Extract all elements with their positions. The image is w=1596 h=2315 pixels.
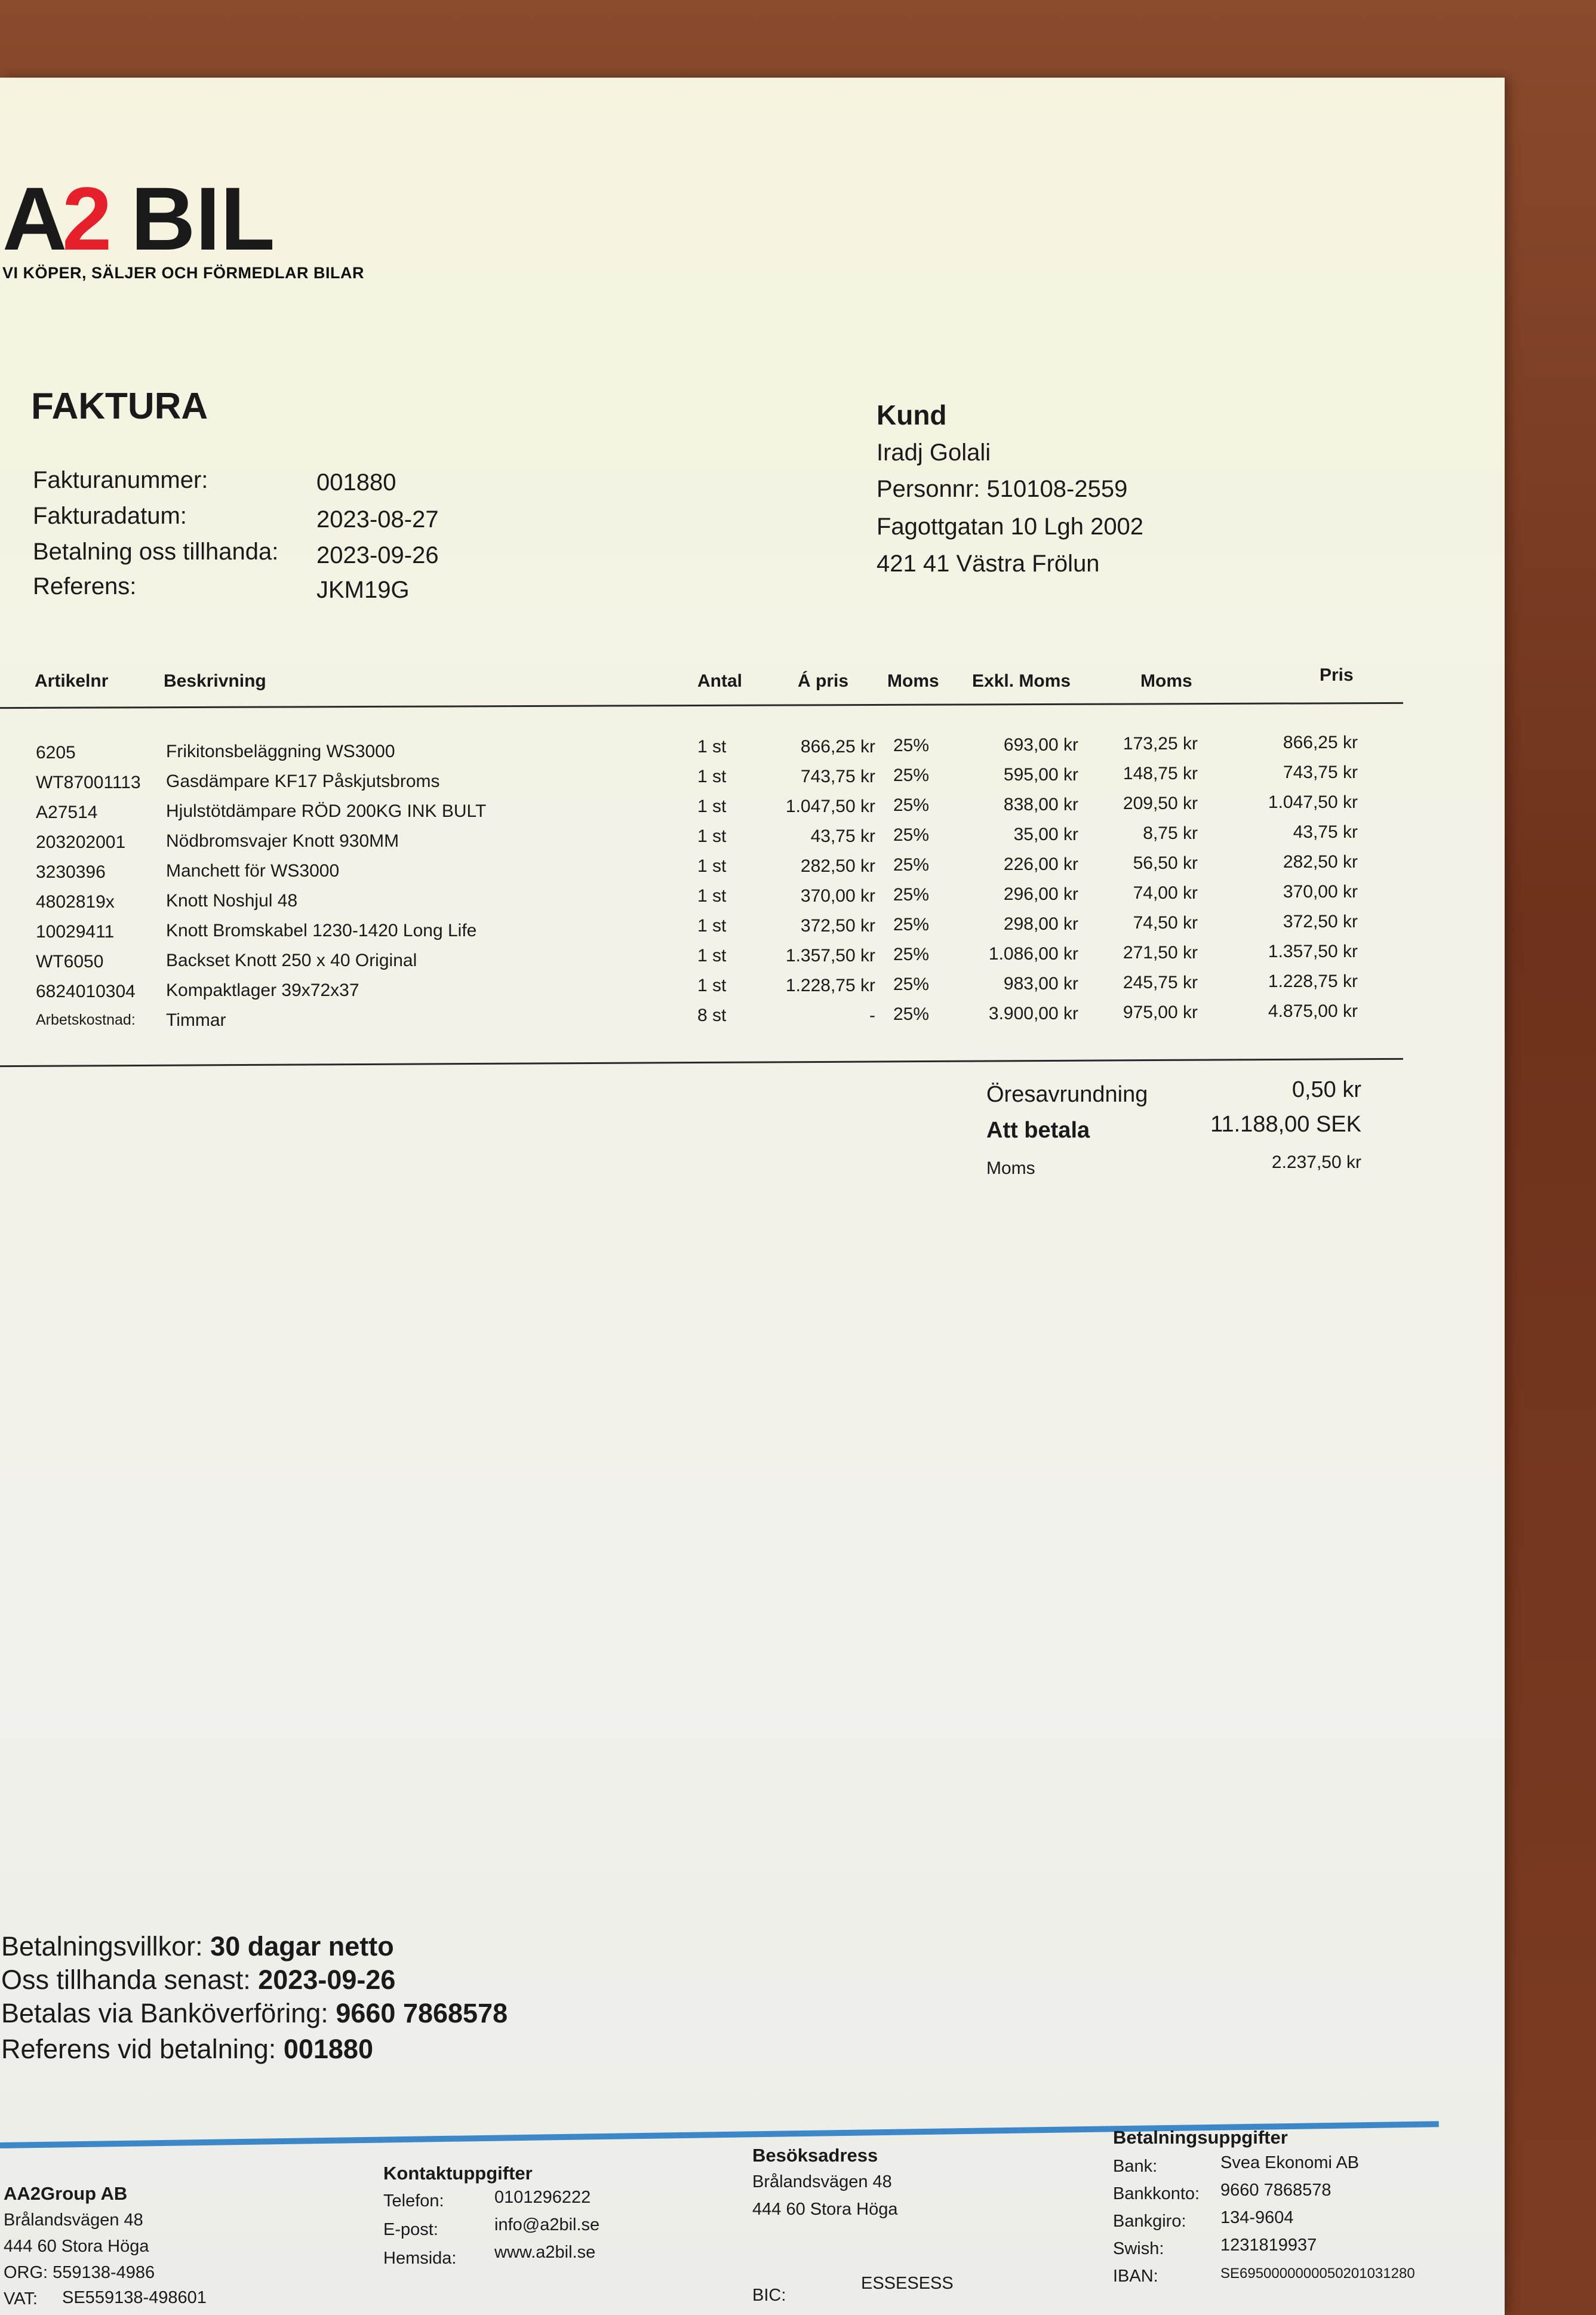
footer-company-vat-label: VAT:	[4, 2289, 38, 2308]
logo-word-bil: BIL	[131, 179, 275, 257]
cell-pris: 1.357,50 kr	[1268, 942, 1358, 961]
col-header-exkl-moms: Exkl. Moms	[972, 671, 1071, 691]
cell-moms-pct: 25%	[893, 765, 930, 785]
cell-moms-pct: 25%	[893, 885, 930, 905]
cell-moms-pct: 25%	[893, 825, 930, 845]
cell-artikelnr: A27514	[36, 803, 98, 822]
cell-exkl-moms: 983,00 kr	[1003, 974, 1078, 994]
cell-exkl-moms: 298,00 kr	[1003, 914, 1078, 934]
cell-apris: 1.357,50 kr	[785, 946, 875, 966]
footer-iban-label: IBAN:	[1113, 2267, 1158, 2286]
terms-reference-label: Referens vid betalning:	[1, 2034, 276, 2064]
footer-visit-heading: Besöksadress	[752, 2145, 878, 2166]
cell-beskrivning: Frikitonsbeläggning WS3000	[166, 742, 395, 761]
cell-antal: 1 st	[697, 856, 727, 876]
footer-bic-value: ESSESESS	[861, 2274, 954, 2293]
amount-due-label: Att betala	[986, 1118, 1090, 1143]
cell-antal: 1 st	[697, 797, 727, 816]
cell-beskrivning: Kompaktlager 39x72x37	[166, 980, 359, 1000]
cell-apris: 1.047,50 kr	[785, 797, 875, 816]
logo-letter-a: A	[2, 179, 67, 257]
cell-exkl-moms: 3.900,00 kr	[988, 1004, 1078, 1023]
cell-apris: 282,50 kr	[800, 856, 875, 876]
cell-exkl-moms: 296,00 kr	[1003, 884, 1078, 904]
cell-artikelnr: WT87001113	[36, 773, 141, 792]
footer-account-value: 9660 7868578	[1220, 2181, 1331, 2200]
cell-exkl-moms: 35,00 kr	[1013, 825, 1078, 844]
cell-artikelnr: 3230396	[36, 862, 106, 882]
cell-beskrivning: Nödbromsvajer Knott 930MM	[166, 831, 399, 851]
footer-web-link[interactable]: www.a2bil.se	[494, 2243, 596, 2262]
cell-pris: 743,75 kr	[1283, 763, 1358, 782]
terms-conditions-label: Betalningsvillkor:	[1, 1931, 203, 1962]
cell-pris: 1.047,50 kr	[1268, 792, 1358, 812]
cell-moms: 74,00 kr	[1133, 883, 1198, 903]
cell-pris: 43,75 kr	[1293, 822, 1358, 842]
customer-name: Iradj Golali	[877, 439, 991, 466]
cell-moms-pct: 25%	[893, 974, 930, 994]
cell-pris: 1.228,75 kr	[1268, 971, 1358, 991]
cell-exkl-moms: 1.086,00 kr	[988, 944, 1078, 964]
terms-line-conditions	[1, 1931, 394, 1962]
cell-apris: -	[869, 1006, 875, 1025]
cell-artikelnr: 10029411	[36, 922, 115, 942]
cell-beskrivning: Hjulstötdämpare RÖD 200KG INK BULT	[166, 801, 487, 821]
cell-apris: 43,75 kr	[810, 826, 875, 846]
cell-antal: 1 st	[697, 767, 727, 786]
cell-moms: 975,00 kr	[1123, 1003, 1198, 1022]
cell-artikelnr: 4802819x	[36, 892, 115, 912]
rounding-value: 0,50 kr	[1291, 1077, 1361, 1102]
col-header-moms-pct: Moms	[887, 671, 939, 691]
footer-contact-heading: Kontaktuppgifter	[383, 2163, 533, 2184]
footer-account-label: Bankkonto:	[1113, 2184, 1200, 2203]
cell-antal: 1 st	[697, 916, 727, 936]
footer-iban-value: SE6950000000050201031280	[1220, 2265, 1415, 2282]
cell-antal: 1 st	[697, 946, 727, 966]
footer-company-name: AA2Group AB	[4, 2183, 128, 2204]
cell-apris: 743,75 kr	[800, 767, 875, 786]
footer-company-city: 444 60 Stora Höga	[4, 2237, 149, 2256]
cell-artikelnr: Arbetskostnad:	[36, 1012, 136, 1028]
footer-visit-city: 444 60 Stora Höga	[752, 2200, 898, 2219]
cell-pris: 372,50 kr	[1283, 912, 1358, 931]
footer-bank-label: Bank:	[1113, 2157, 1158, 2176]
meta-value-reference: JKM19G	[316, 577, 410, 603]
cell-moms: 8,75 kr	[1143, 823, 1198, 843]
amount-due-value: 11.188,00 SEK	[1210, 1112, 1361, 1137]
cell-artikelnr: 6205	[36, 743, 76, 763]
rounding-label: Öresavrundning	[986, 1082, 1148, 1107]
terms-line-reference	[1, 2034, 373, 2065]
col-header-apris: Á pris	[798, 671, 849, 691]
cell-exkl-moms: 693,00 kr	[1003, 735, 1078, 755]
footer-bank-value: Svea Ekonomi AB	[1220, 2153, 1360, 2172]
footer-swish-label: Swish:	[1113, 2239, 1164, 2258]
cell-artikelnr: 203202001	[36, 832, 126, 852]
customer-street: Fagottgatan 10 Lgh 2002	[877, 514, 1144, 540]
terms-bank-transfer-label: Betalas via Banköverföring:	[1, 1998, 328, 2028]
cell-artikelnr: 6824010304	[36, 982, 136, 1001]
footer-bic-label: BIC:	[752, 2286, 786, 2305]
cell-pris: 282,50 kr	[1283, 852, 1358, 872]
cell-exkl-moms: 838,00 kr	[1003, 795, 1078, 814]
cell-apris: 372,50 kr	[800, 916, 875, 936]
cell-artikelnr: WT6050	[36, 952, 104, 971]
cell-moms: 74,50 kr	[1133, 913, 1198, 933]
cell-moms: 271,50 kr	[1123, 943, 1198, 963]
cell-beskrivning: Gasdämpare KF17 Påskjutsbroms	[166, 771, 440, 791]
terms-conditions-value: 30 dagar netto	[210, 1931, 394, 1962]
footer-company-street: Brålandsvägen 48	[4, 2211, 143, 2230]
meta-label-invoice-date: Fakturadatum:	[33, 503, 187, 529]
cell-pris: 866,25 kr	[1283, 733, 1358, 752]
meta-value-due-date: 2023-09-26	[316, 542, 439, 568]
cell-beskrivning: Backset Knott 250 x 40 Original	[166, 951, 417, 970]
cell-moms-pct: 25%	[893, 795, 930, 815]
logo-digit-2: 2	[62, 179, 112, 257]
vat-total-label: Moms	[986, 1158, 1035, 1178]
meta-label-invoice-number: Fakturanummer:	[33, 467, 208, 493]
footer-visit-street: Brålandsvägen 48	[752, 2172, 892, 2191]
col-header-antal: Antal	[697, 671, 742, 691]
meta-value-invoice-number: 001880	[316, 469, 396, 496]
customer-personnr: Personnr: 510108-2559	[877, 476, 1128, 502]
cell-apris: 370,00 kr	[800, 886, 875, 906]
terms-reference-value: 001880	[283, 2034, 373, 2064]
cell-moms: 56,50 kr	[1133, 853, 1198, 873]
cell-apris: 1.228,75 kr	[785, 976, 875, 995]
terms-line-bank-transfer	[1, 1998, 508, 2029]
cell-moms-pct: 25%	[893, 945, 930, 964]
footer-swish-value: 1231819937	[1220, 2236, 1317, 2255]
col-header-artikelnr: Artikelnr	[35, 671, 109, 691]
col-header-pris: Pris	[1320, 665, 1354, 685]
cell-antal: 8 st	[697, 1006, 727, 1025]
footer-company-vat-value: SE559138-498601	[62, 2288, 207, 2307]
terms-bank-transfer-value: 9660 7868578	[336, 1998, 508, 2028]
terms-due-label: Oss tillhanda senast:	[1, 1964, 251, 1995]
customer-heading: Kund	[877, 399, 947, 431]
cell-beskrivning: Manchett för WS3000	[166, 861, 340, 881]
footer-company-org: ORG: 559138-4986	[4, 2263, 155, 2282]
footer-payment-heading: Betalningsuppgifter	[1113, 2127, 1288, 2148]
cell-antal: 1 st	[697, 826, 727, 846]
invoice-title: FAKTURA	[31, 386, 208, 427]
vat-total-value: 2.237,50 kr	[1271, 1152, 1361, 1172]
cell-moms-pct: 25%	[893, 1004, 930, 1024]
meta-label-reference: Referens:	[33, 573, 137, 599]
cell-antal: 1 st	[697, 886, 727, 906]
footer-email-label: E-post:	[383, 2220, 438, 2239]
cell-antal: 1 st	[697, 976, 727, 995]
cell-beskrivning: Knott Bromskabel 1230-1420 Long Life	[166, 921, 477, 940]
cell-exkl-moms: 595,00 kr	[1003, 765, 1078, 785]
logo-tagline: VI KÖPER, SÄLJER OCH FÖRMEDLAR BILAR	[2, 264, 365, 282]
company-logo	[2, 96, 365, 299]
cell-moms: 173,25 kr	[1123, 734, 1198, 754]
footer-web-label: Hemsida:	[383, 2249, 457, 2268]
footer-email-link[interactable]: info@a2bil.se	[494, 2215, 600, 2234]
terms-due-value: 2023-09-26	[258, 1964, 396, 1995]
cell-moms-pct: 25%	[893, 855, 930, 875]
footer-phone-label: Telefon:	[383, 2191, 444, 2211]
cell-pris: 4.875,00 kr	[1268, 1001, 1358, 1021]
col-header-beskrivning: Beskrivning	[164, 671, 266, 691]
a2-bil-logo-mark	[2, 179, 325, 257]
cell-pris: 370,00 kr	[1283, 882, 1358, 902]
customer-city: 421 41 Västra Frölun	[877, 551, 1100, 577]
meta-value-invoice-date: 2023-08-27	[316, 506, 439, 533]
cell-moms-pct: 25%	[893, 736, 930, 755]
cell-moms: 245,75 kr	[1123, 973, 1198, 992]
cell-moms: 209,50 kr	[1123, 794, 1198, 813]
col-header-moms: Moms	[1140, 671, 1192, 691]
footer-phone-value: 0101296222	[494, 2188, 591, 2207]
cell-moms: 148,75 kr	[1123, 764, 1198, 783]
cell-antal: 1 st	[697, 737, 727, 757]
footer-bankgiro-value: 134-9604	[1220, 2208, 1294, 2227]
footer-bankgiro-label: Bankgiro:	[1113, 2212, 1186, 2231]
terms-line-due	[1, 1964, 395, 1996]
cell-apris: 866,25 kr	[800, 737, 875, 757]
cell-exkl-moms: 226,00 kr	[1003, 854, 1078, 874]
cell-beskrivning: Knott Noshjul 48	[166, 891, 298, 911]
meta-label-due-date: Betalning oss tillhanda:	[33, 539, 279, 565]
cell-moms-pct: 25%	[893, 915, 930, 934]
cell-beskrivning: Timmar	[166, 1010, 226, 1030]
